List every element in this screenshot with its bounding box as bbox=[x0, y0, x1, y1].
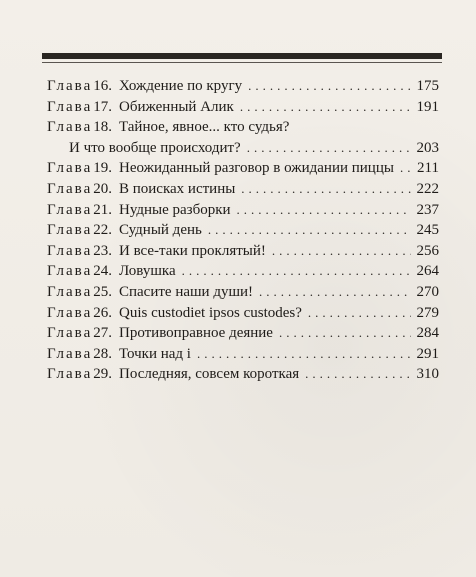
dot-leader bbox=[197, 346, 411, 362]
chapter-number: 18. bbox=[93, 119, 112, 136]
chapter-number: 22. bbox=[93, 222, 112, 239]
chapter-prefix: Глава bbox=[47, 304, 93, 321]
chapter-title: Спасите наши души! bbox=[118, 283, 254, 300]
chapter-prefix: Глава bbox=[47, 78, 93, 94]
toc-entry bbox=[47, 160, 439, 181]
chapter-prefix: Глава bbox=[47, 263, 93, 280]
chapter-title: Противоправное деяние bbox=[118, 325, 273, 342]
chapter-title: Судный день bbox=[118, 222, 202, 239]
chapter-number: 24. bbox=[93, 263, 112, 280]
page-number: 264 bbox=[416, 263, 439, 280]
chapter-title: Последняя, совсем короткая bbox=[118, 366, 300, 383]
toc-entry bbox=[47, 263, 439, 284]
dot-leader bbox=[237, 202, 411, 218]
chapter-number: 16. bbox=[93, 78, 112, 94]
chapter-number: 21. bbox=[93, 201, 112, 218]
dot-leader bbox=[241, 181, 410, 197]
page-number: 256 bbox=[416, 242, 439, 259]
toc-entry-continuation bbox=[47, 140, 439, 161]
dot-leader bbox=[208, 222, 411, 238]
chapter-title: Обиженный Алик bbox=[118, 98, 234, 115]
dot-leader bbox=[279, 325, 411, 341]
chapter-title: Ловушка bbox=[118, 263, 176, 280]
chapter-title: Quis custodiet ipsos custodes? bbox=[118, 304, 302, 321]
chapter-title: Точки над i bbox=[118, 345, 191, 362]
page-number: 222 bbox=[416, 180, 439, 197]
dot-leader bbox=[259, 284, 410, 300]
dot-leader bbox=[240, 99, 411, 115]
page-number: 211 bbox=[417, 160, 439, 177]
page-number: 175 bbox=[416, 78, 439, 94]
chapter-number: 25. bbox=[93, 283, 112, 300]
toc-entry bbox=[47, 78, 439, 99]
chapter-number: 27. bbox=[93, 325, 112, 342]
chapter-number: 26. bbox=[93, 304, 112, 321]
chapter-title: Нудные разборки bbox=[118, 201, 231, 218]
page-number: 245 bbox=[416, 222, 439, 239]
chapter-title-continuation: И что вообще происходит? bbox=[69, 139, 241, 156]
toc-entry bbox=[47, 222, 439, 243]
toc-entry bbox=[47, 202, 439, 223]
chapter-prefix: Глава bbox=[47, 201, 93, 218]
chapter-number: 19. bbox=[93, 160, 112, 177]
dot-leader bbox=[182, 263, 411, 279]
chapter-prefix: Глава bbox=[47, 242, 93, 259]
chapter-number: 23. bbox=[93, 242, 112, 259]
page-number: 203 bbox=[416, 139, 439, 156]
chapter-title: В поисках истины bbox=[118, 180, 236, 197]
toc-entry bbox=[47, 325, 439, 346]
chapter-prefix: Глава bbox=[47, 119, 93, 136]
toc-entry bbox=[47, 366, 439, 387]
dot-leader bbox=[305, 366, 410, 382]
dot-leader bbox=[400, 160, 411, 176]
chapter-prefix: Глава bbox=[47, 180, 93, 197]
toc-entry bbox=[47, 305, 439, 326]
chapter-prefix: Глава bbox=[47, 222, 93, 239]
chapter-prefix: Глава bbox=[47, 98, 93, 115]
header-rule-thin bbox=[42, 62, 442, 63]
chapter-prefix: Глава bbox=[47, 345, 93, 362]
table-of-contents bbox=[47, 78, 439, 387]
dot-leader bbox=[247, 140, 411, 156]
chapter-title: Неожиданный разговор в ожидании пиццы bbox=[118, 160, 394, 177]
chapter-number: 29. bbox=[93, 366, 112, 383]
page-number: 310 bbox=[416, 366, 439, 383]
page-number: 284 bbox=[416, 325, 439, 342]
page-number: 270 bbox=[416, 283, 439, 300]
dot-leader bbox=[248, 78, 410, 94]
chapter-title: И все-таки проклятый! bbox=[118, 242, 266, 259]
toc-entry bbox=[47, 284, 439, 305]
page-number: 291 bbox=[416, 345, 439, 362]
dot-leader bbox=[308, 305, 411, 321]
header-rule-thick bbox=[42, 53, 442, 59]
chapter-title: Хождение по кругу bbox=[118, 78, 243, 94]
toc-entry bbox=[47, 181, 439, 202]
chapter-title: Тайное, явное... кто судья? bbox=[118, 119, 290, 136]
chapter-prefix: Глава bbox=[47, 283, 93, 300]
chapter-prefix: Глава bbox=[47, 366, 93, 383]
chapter-number: 17. bbox=[93, 98, 112, 115]
chapter-number: 20. bbox=[93, 180, 112, 197]
dot-leader bbox=[272, 243, 411, 259]
toc-entry bbox=[47, 346, 439, 367]
chapter-prefix: Глава bbox=[47, 160, 93, 177]
toc-entry bbox=[47, 99, 439, 120]
page-number: 237 bbox=[416, 201, 439, 218]
chapter-prefix: Глава bbox=[47, 325, 93, 342]
toc-entry bbox=[47, 119, 439, 140]
page-number: 191 bbox=[416, 98, 439, 115]
page-number: 279 bbox=[416, 304, 439, 321]
chapter-number: 28. bbox=[93, 345, 112, 362]
toc-entry bbox=[47, 243, 439, 264]
